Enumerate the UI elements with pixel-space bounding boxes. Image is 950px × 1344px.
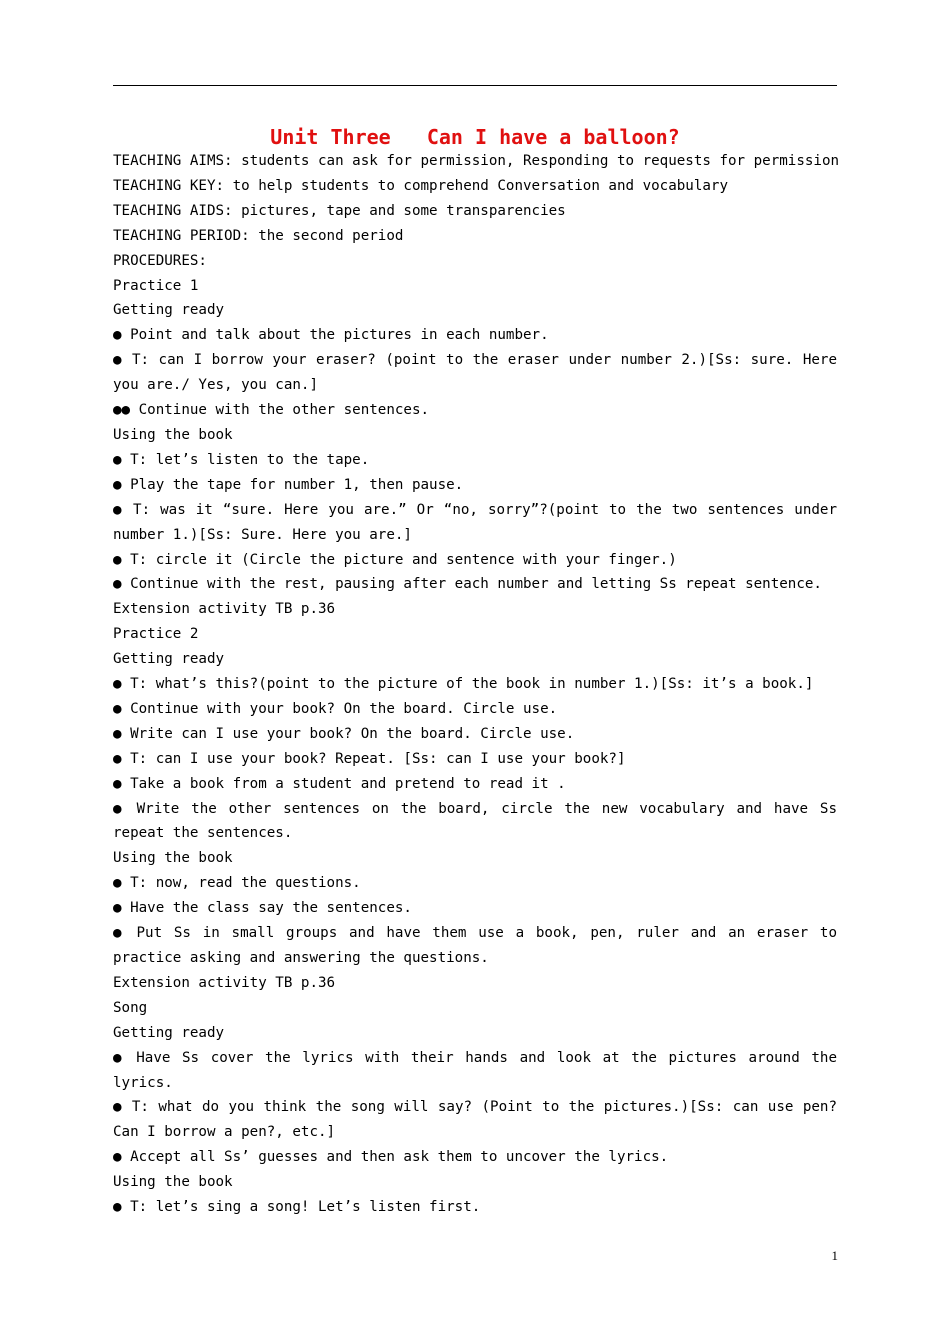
- text-line: ● T: let’s sing a song! Let’s listen first.: [113, 1199, 481, 1216]
- text-paragraph: ● Put Ss in small groups and have them use a book, pen, ruler and an eraser to practice asking and answering the questions.: [113, 925, 837, 966]
- text-line: Getting ready: [113, 302, 225, 319]
- text-line: PROCEDURES:: [113, 252, 207, 269]
- header-rule: [113, 85, 837, 86]
- text-line: Practice 2: [113, 626, 199, 643]
- page-title: Unit Three Can I have a balloon?: [270, 125, 680, 149]
- text-paragraph: ● T: can I borrow your eraser? (point to the eraser under number 2.)[Ss: sure. Here you are./ Yes, you can.]: [113, 352, 837, 394]
- text-line: Using the book: [113, 1174, 233, 1191]
- text-line: Extension activity TB p.36: [113, 974, 336, 991]
- text-line: ● T: can I use your book? Repeat. [Ss: can I use your book?]: [113, 750, 626, 767]
- text-line: ● Have the class say the sentences.: [113, 900, 412, 917]
- text-line: Using the book: [113, 426, 233, 443]
- text-paragraph: ● Write the other sentences on the board, circle the new vocabulary and have Ss repeat the sentences.: [113, 800, 837, 842]
- document-body: [113, 149, 840, 1220]
- page-number: 1: [831, 1248, 838, 1263]
- text-line: ● Write can I use your book? On the board. Circle use.: [113, 725, 575, 742]
- text-line: Extension activity TB p.36: [113, 601, 336, 618]
- text-line: ● T: let’s listen to the tape.: [113, 451, 370, 468]
- text-line: ● Play the tape for number 1, then pause.: [113, 476, 464, 493]
- text-line: ● T: now, read the questions.: [113, 875, 361, 892]
- text-line: ● Continue with your book? On the board. Circle use.: [113, 700, 558, 717]
- text-line: TEACHING AIDS: pictures, tape and some transparencies: [113, 202, 566, 219]
- text-line: Using the book: [113, 850, 233, 867]
- text-line: Getting ready: [113, 1024, 225, 1041]
- text-line: ● Point and talk about the pictures in each number.: [113, 327, 549, 344]
- text-line: TEACHING AIMS: students can ask for permission, Responding to requests for permission: [113, 153, 840, 169]
- text-line: Getting ready: [113, 651, 225, 668]
- text-paragraph: ● T: what do you think the song will say? (Point to the pictures.)[Ss: can use pen? Can I borrow a pen?, etc.]: [113, 1099, 837, 1141]
- text-paragraph: ● Have Ss cover the lyrics with their hands and look at the pictures around the lyrics.: [113, 1049, 837, 1091]
- text-line: TEACHING PERIOD: the second period: [113, 227, 404, 244]
- text-line: TEACHING KEY: to help students to comprehend Conversation and vocabulary: [113, 177, 728, 194]
- text-line: Song: [113, 999, 148, 1016]
- text-line: ●● Continue with the other sentences.: [113, 402, 430, 419]
- text-line: ● Accept all Ss’ guesses and then ask them to uncover the lyrics.: [113, 1149, 669, 1166]
- text-line: ● T: circle it (Circle the picture and sentence with your finger.): [113, 551, 677, 568]
- text-paragraph: ● T: was it “sure. Here you are.” Or “no, sorry”?(point to the two sentences under number 1.)[Ss: Sure. Here you are.]: [113, 501, 837, 543]
- text-line: Practice 1: [113, 277, 199, 294]
- text-line: ● Continue with the rest, pausing after each number and letting Ss repeat sentence.: [113, 576, 822, 593]
- text-line: ● T: what’s this?(point to the picture of the book in number 1.)[Ss: it’s a book.]: [113, 676, 814, 693]
- text-line: ● Take a book from a student and pretend to read it .: [113, 775, 566, 792]
